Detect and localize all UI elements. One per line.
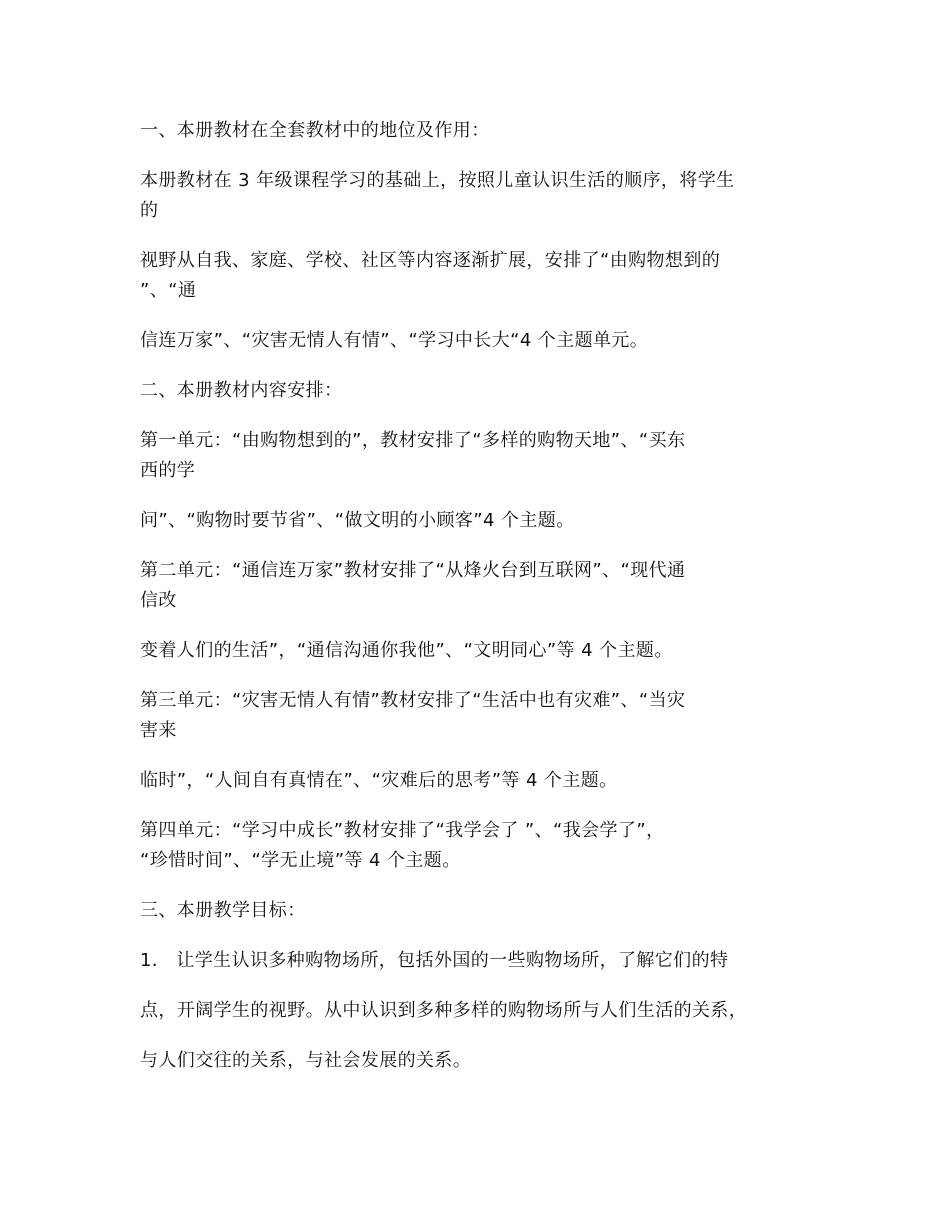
unit-4-line: 第四单元：“学习中成长”教材安排了“我学会了 ”、“我会学了”，: [140, 820, 665, 841]
unit-1-line: 问”、“购物时要节省”、“做文明的小顾客”4 个主题。: [140, 510, 575, 531]
unit-4-line: “珍惜时间”、“学无止境”等 4 个主题。: [140, 850, 461, 871]
paragraph-line: 的: [140, 200, 159, 221]
unit-3-line: 临时”，“人间自有真情在”、“灾难后的思考”等 4 个主题。: [140, 770, 618, 791]
unit-2-line: 信改: [140, 590, 177, 611]
goal-1-line: 1． 让学生认识多种购物场所，包括外国的一些购物场所，了解它们的特: [140, 950, 729, 971]
unit-1-line: 第一单元：“由购物想到的”，教材安排了“多样的购物天地”、“买东: [140, 430, 686, 451]
section-heading-1: 一、本册教材在全套教材中的地位及作用：: [140, 120, 490, 141]
goal-1-line: 点，开阔学生的视野。从中认识到多种多样的购物场所与人们生活的关系，: [140, 1000, 748, 1021]
paragraph-line: 信连万家”、“灾害无情人有情”、“学习中长大“4 个主题单元。: [140, 330, 649, 351]
paragraph-line: 本册教材在 3 年级课程学习的基础上，按照儿童认识生活的顺序，将学生: [140, 170, 735, 191]
unit-3-line: 害来: [140, 720, 177, 741]
section-heading-3: 三、本册教学目标：: [140, 900, 306, 921]
unit-2-line: 变着人们的生活”，“通信沟通你我他”、“文明同心”等 4 个主题。: [140, 640, 673, 661]
section-heading-2: 二、本册教材内容安排：: [140, 380, 343, 401]
goal-1-line: 与人们交往的关系，与社会发展的关系。: [140, 1050, 472, 1071]
unit-1-line: 西的学: [140, 460, 196, 481]
paragraph-line: 视野从自我、家庭、学校、社区等内容逐渐扩展，安排了“由购物想到的: [140, 250, 721, 271]
unit-2-line: 第二单元：“通信连万家”教材安排了“从烽火台到互联网”、“现代通: [140, 560, 686, 581]
paragraph-line: ”、“通: [140, 280, 197, 301]
unit-3-line: 第三单元：“灾害无情人有情”教材安排了“生活中也有灾难”、“当灾: [140, 690, 686, 711]
